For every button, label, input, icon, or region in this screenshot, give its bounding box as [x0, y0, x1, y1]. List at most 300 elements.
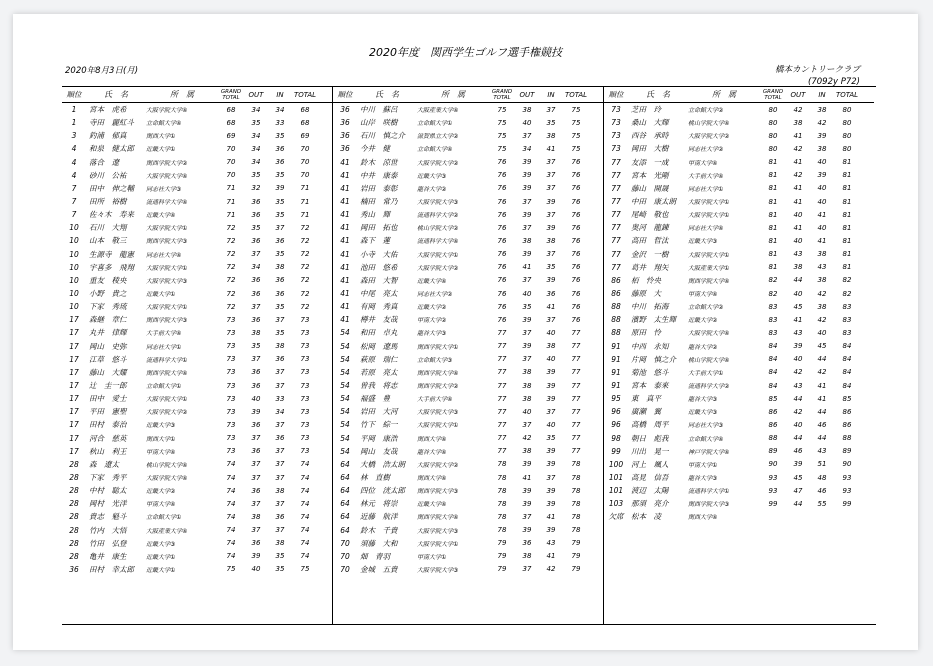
grand-total-cell: 74 — [226, 512, 236, 521]
table-row — [604, 116, 874, 129]
grand-total-cell: 76 — [497, 302, 507, 311]
affiliation-cell: 近畿大学④ — [417, 277, 447, 285]
grand-total-cell: 77 — [497, 355, 507, 364]
in-score-cell: 41 — [546, 144, 556, 153]
table-row — [604, 195, 874, 208]
affiliation-cell: 近畿大学① — [146, 566, 176, 574]
rank-cell: 17 — [69, 315, 79, 325]
affiliation-cell: 大阪学院大学① — [146, 396, 188, 404]
grand-total-cell: 84 — [768, 368, 778, 377]
table-row — [604, 156, 874, 169]
out-score-cell: 36 — [522, 539, 532, 548]
player-name-cell: 秋山 利王 — [89, 446, 127, 456]
total-score-cell: 72 — [300, 302, 310, 311]
total-score-cell: 77 — [571, 434, 581, 443]
player-name-cell: 尾崎 敬也 — [631, 210, 669, 220]
player-name-cell: 廣瀬 翼 — [631, 407, 661, 417]
table-row — [62, 313, 332, 326]
total-score-cell: 71 — [300, 197, 310, 206]
grand-total-cell: 81 — [768, 263, 778, 272]
rank-cell: 28 — [69, 551, 79, 561]
player-name-cell: 奥河 龍錬 — [631, 223, 669, 233]
affiliation-cell: 関西学院大学③ — [146, 238, 188, 246]
in-score-cell: 33 — [275, 394, 285, 403]
table-row — [333, 326, 603, 339]
total-score-cell: 75 — [571, 131, 581, 140]
rank-cell: 91 — [611, 381, 621, 391]
rank-cell: 64 — [340, 459, 350, 469]
out-score-cell: 38 — [522, 447, 532, 456]
in-score-cell: 39 — [546, 381, 556, 390]
header-total: TOTAL — [293, 90, 317, 99]
rank-cell: 41 — [340, 289, 350, 299]
table-row — [604, 379, 874, 392]
affiliation-cell: 関西大学① — [146, 435, 176, 443]
player-name-cell: 葛井 翔矢 — [631, 262, 669, 272]
out-score-cell: 40 — [793, 289, 803, 298]
player-name-cell: 今井 健 — [360, 144, 390, 154]
grand-total-cell: 86 — [768, 420, 778, 429]
grand-total-cell: 76 — [497, 158, 507, 167]
table-row — [62, 563, 332, 576]
affiliation-cell: 立命館大学④ — [146, 120, 182, 128]
total-score-cell: 83 — [842, 302, 852, 311]
grand-total-cell: 70 — [226, 158, 236, 167]
rank-cell: 73 — [611, 131, 621, 141]
out-score-cell: 35 — [251, 342, 261, 351]
out-score-cell: 41 — [522, 263, 532, 272]
table-row — [604, 366, 874, 379]
rank-cell: 17 — [69, 328, 79, 338]
out-score-cell: 37 — [522, 565, 532, 574]
affiliation-cell: 近畿大学④ — [146, 212, 176, 220]
total-score-cell: 73 — [300, 407, 310, 416]
grand-total-cell: 76 — [497, 289, 507, 298]
rank-cell: 4 — [71, 144, 77, 154]
total-score-cell: 75 — [571, 144, 581, 153]
in-score-cell: 38 — [817, 144, 827, 153]
total-score-cell: 77 — [571, 447, 581, 456]
in-score-cell: 35 — [275, 565, 285, 574]
out-score-cell: 43 — [793, 381, 803, 390]
total-score-cell: 73 — [300, 381, 310, 390]
affiliation-cell: 流通科学大学④ — [417, 238, 459, 246]
in-score-cell: 37 — [546, 315, 556, 324]
table-row — [333, 234, 603, 247]
total-score-cell: 70 — [300, 158, 310, 167]
header-rank: 順位 — [608, 90, 624, 99]
in-score-cell: 46 — [817, 486, 827, 495]
out-score-cell: 34 — [251, 105, 261, 114]
grand-total-cell: 81 — [768, 223, 778, 232]
total-score-cell: 73 — [300, 447, 310, 456]
out-score-cell: 39 — [522, 210, 532, 219]
affiliation-cell: 関西学院大学① — [417, 343, 459, 351]
total-score-cell: 76 — [571, 263, 581, 272]
in-score-cell: 39 — [817, 171, 827, 180]
total-score-cell: 70 — [300, 171, 310, 180]
table-row — [333, 392, 603, 405]
out-score-cell: 38 — [522, 368, 532, 377]
grand-total-cell: 75 — [226, 565, 236, 574]
in-score-cell: 36 — [275, 434, 285, 443]
table-row — [604, 208, 874, 221]
total-score-cell: 80 — [842, 105, 852, 114]
total-score-cell: 78 — [571, 460, 581, 469]
grand-total-cell: 75 — [497, 131, 507, 140]
out-score-cell: 39 — [251, 407, 261, 416]
rank-cell: 88 — [611, 328, 621, 338]
out-score-cell: 46 — [793, 447, 803, 456]
out-score-cell: 37 — [251, 434, 261, 443]
player-name-cell: 田村 泰治 — [89, 420, 127, 430]
grand-total-cell: 73 — [226, 394, 236, 403]
affiliation-cell: 近畿大学② — [688, 317, 718, 325]
in-score-cell: 36 — [275, 144, 285, 153]
out-score-cell: 37 — [522, 328, 532, 337]
player-name-cell: 貴志 魁斗 — [89, 512, 127, 522]
affiliation-cell: 同志社大学② — [417, 291, 453, 299]
out-score-cell: 43 — [793, 250, 803, 259]
total-score-cell: 82 — [842, 289, 852, 298]
grand-total-cell: 80 — [768, 131, 778, 140]
table-row — [333, 261, 603, 274]
out-score-cell: 37 — [251, 499, 261, 508]
table-row — [62, 537, 332, 550]
rank-cell: 7 — [71, 210, 77, 220]
rank-cell: 64 — [340, 486, 350, 496]
header-affiliation: 所 属 — [170, 90, 194, 99]
affiliation-cell: 大手前大学① — [688, 369, 724, 377]
in-score-cell: 36 — [275, 236, 285, 245]
in-score-cell: 34 — [275, 407, 285, 416]
rank-cell: 36 — [340, 144, 350, 154]
total-score-cell: 78 — [571, 473, 581, 482]
table-row — [333, 379, 603, 392]
player-name-cell: 竹田 弘登 — [89, 538, 127, 548]
out-score-cell: 42 — [793, 144, 803, 153]
in-score-cell: 35 — [546, 118, 556, 127]
grand-total-cell: 73 — [226, 315, 236, 324]
total-score-cell: 93 — [842, 473, 852, 482]
player-name-cell: 中西 永知 — [631, 341, 669, 351]
grand-total-cell: 80 — [768, 144, 778, 153]
table-row — [333, 432, 603, 445]
out-score-cell: 42 — [793, 368, 803, 377]
table-row — [62, 116, 332, 129]
affiliation-cell: 大阪産業大学④ — [417, 107, 459, 115]
total-score-cell: 76 — [571, 223, 581, 232]
header-grand-label: GRAND — [491, 88, 513, 95]
grand-total-cell: 76 — [497, 184, 507, 193]
rank-cell: 96 — [611, 420, 621, 430]
header-out: OUT — [519, 90, 535, 99]
out-score-cell: 36 — [251, 486, 261, 495]
out-score-cell: 39 — [522, 158, 532, 167]
out-score-cell: 39 — [522, 315, 532, 324]
affiliation-cell: 近畿大学③ — [688, 238, 718, 246]
total-score-cell: 73 — [300, 315, 310, 324]
total-score-cell: 86 — [842, 420, 852, 429]
rank-cell: 10 — [69, 236, 79, 246]
in-score-cell: 38 — [546, 342, 556, 351]
grand-total-cell: 79 — [497, 539, 507, 548]
header-affiliation: 所 属 — [441, 90, 465, 99]
player-name-cell: 中田 康太朗 — [631, 197, 676, 207]
grand-total-cell: 77 — [497, 328, 507, 337]
grand-total-cell: 72 — [226, 223, 236, 232]
venue-info — [775, 64, 860, 88]
affiliation-cell: 関西学院大学③ — [146, 317, 188, 325]
header-in: IN — [818, 90, 826, 99]
out-score-cell: 42 — [793, 171, 803, 180]
out-score-cell: 41 — [522, 473, 532, 482]
grand-total-cell: 77 — [497, 342, 507, 351]
rank-cell: 7 — [71, 183, 77, 193]
in-score-cell: 37 — [546, 210, 556, 219]
affiliation-cell: 立命館大学② — [688, 107, 724, 115]
affiliation-cell: 甲南大学① — [417, 553, 447, 561]
player-name-cell: 小野 貴之 — [89, 289, 127, 299]
out-score-cell: 37 — [251, 460, 261, 469]
out-score-cell: 37 — [522, 197, 532, 206]
table-row — [62, 550, 332, 563]
total-score-cell: 68 — [300, 118, 310, 127]
total-score-cell: 77 — [571, 328, 581, 337]
out-score-cell: 42 — [522, 434, 532, 443]
total-score-cell: 73 — [300, 355, 310, 364]
out-score-cell: 36 — [251, 236, 261, 245]
rank-cell: 103 — [608, 499, 624, 509]
grand-total-cell: 73 — [226, 342, 236, 351]
player-name-cell: 藤山 大耀 — [89, 367, 127, 377]
in-score-cell: 36 — [546, 289, 556, 298]
grand-total-cell: 72 — [226, 263, 236, 272]
total-score-cell: 84 — [842, 368, 852, 377]
affiliation-cell: 大阪学院大学① — [146, 304, 188, 312]
out-score-cell: 34 — [251, 131, 261, 140]
out-score-cell: 40 — [793, 210, 803, 219]
in-score-cell: 42 — [817, 368, 827, 377]
rank-cell: 98 — [611, 433, 621, 443]
rank-cell: 41 — [340, 223, 350, 233]
affiliation-cell: 立命館大学① — [417, 120, 453, 128]
affiliation-cell: 関西学院大学③ — [688, 501, 730, 509]
affiliation-cell: 同志社大学④ — [146, 251, 182, 259]
total-score-cell: 74 — [300, 539, 310, 548]
rank-cell: 41 — [340, 302, 350, 312]
grand-total-cell: 93 — [768, 473, 778, 482]
out-score-cell: 36 — [251, 368, 261, 377]
in-score-cell: 37 — [275, 223, 285, 232]
header-total: TOTAL — [835, 90, 859, 99]
affiliation-cell: 関西学院大学④ — [417, 514, 459, 522]
table-row — [604, 182, 874, 195]
affiliation-cell: 大阪学院大学① — [146, 225, 188, 233]
affiliation-cell: 立命館大学④ — [688, 435, 724, 443]
rank-cell: 41 — [340, 170, 350, 180]
in-score-cell: 42 — [817, 118, 827, 127]
player-name-cell: 釣浦 郁真 — [89, 131, 127, 141]
total-score-cell: 85 — [842, 394, 852, 403]
out-score-cell: 35 — [251, 223, 261, 232]
in-score-cell: 37 — [275, 526, 285, 535]
out-score-cell: 41 — [793, 131, 803, 140]
out-score-cell: 37 — [522, 276, 532, 285]
affiliation-cell: 関西学院大学③ — [417, 488, 459, 496]
table-row — [62, 156, 332, 169]
grand-total-cell: 83 — [768, 315, 778, 324]
out-score-cell: 36 — [251, 276, 261, 285]
total-score-cell: 72 — [300, 250, 310, 259]
total-score-cell: 73 — [300, 342, 310, 351]
grand-total-cell: 80 — [768, 105, 778, 114]
affiliation-cell: 立命館大学③ — [417, 356, 453, 364]
rank-cell: 77 — [611, 157, 621, 167]
total-score-cell: 72 — [300, 236, 310, 245]
table-row — [604, 248, 874, 261]
in-score-cell: 39 — [817, 131, 827, 140]
affiliation-cell: 関西大学④ — [688, 514, 718, 522]
rank-cell: 41 — [340, 197, 350, 207]
grand-total-cell: 73 — [226, 407, 236, 416]
affiliation-cell: 大阪学院大学④ — [146, 107, 188, 115]
rank-cell: 17 — [69, 433, 79, 443]
grand-total-cell: 80 — [768, 118, 778, 127]
grand-total-cell: 81 — [768, 158, 778, 167]
total-score-cell: 77 — [571, 420, 581, 429]
table-row — [333, 340, 603, 353]
rank-cell: 10 — [69, 275, 79, 285]
total-score-cell: 72 — [300, 263, 310, 272]
grand-total-cell: 84 — [768, 342, 778, 351]
player-name-cell: 田所 裕樹 — [89, 197, 127, 207]
table-row — [62, 103, 332, 116]
in-score-cell: 40 — [817, 197, 827, 206]
rank-cell: 54 — [340, 446, 350, 456]
out-score-cell: 42 — [793, 407, 803, 416]
affiliation-cell: 大阪学院大学① — [417, 422, 459, 430]
rank-cell: 101 — [608, 486, 624, 496]
out-score-cell: 39 — [522, 342, 532, 351]
affiliation-cell: 大阪学院大学③ — [417, 527, 459, 535]
rank-cell: 17 — [69, 354, 79, 364]
table-row — [333, 458, 603, 471]
affiliation-cell: 大阪産業大学① — [688, 264, 730, 272]
out-score-cell: 37 — [522, 420, 532, 429]
player-name-cell: 竹下 綜一 — [360, 420, 398, 430]
affiliation-cell: 立命館大学② — [688, 304, 724, 312]
rank-cell: 28 — [69, 473, 79, 482]
table-row — [333, 248, 603, 261]
out-score-cell: 36 — [251, 210, 261, 219]
player-name-cell: 岡田 大樹 — [631, 144, 669, 154]
grand-total-cell: 78 — [497, 499, 507, 508]
in-score-cell: 35 — [275, 302, 285, 311]
total-score-cell: 81 — [842, 184, 852, 193]
table-row — [604, 103, 874, 116]
total-score-cell: 89 — [842, 447, 852, 456]
rank-cell: 54 — [340, 433, 350, 443]
rank-cell: 41 — [340, 262, 350, 272]
grand-total-cell: 76 — [497, 171, 507, 180]
out-score-cell: 38 — [522, 552, 532, 561]
in-score-cell: 38 — [546, 236, 556, 245]
rank-cell: 64 — [340, 473, 350, 482]
grand-total-cell: 73 — [226, 328, 236, 337]
table-row — [62, 366, 332, 379]
in-score-cell: 38 — [275, 486, 285, 495]
grand-total-cell: 89 — [768, 447, 778, 456]
rank-cell: 54 — [340, 354, 350, 364]
affiliation-cell: 流通科学大学① — [688, 488, 730, 496]
grand-total-cell: 76 — [497, 276, 507, 285]
table-row — [604, 353, 874, 366]
player-name-cell: 岡村 光洋 — [89, 499, 127, 509]
player-name-cell: 森下 蓮 — [360, 236, 390, 246]
player-name-cell: 福盛 豊 — [360, 394, 390, 404]
grand-total-cell: 79 — [497, 565, 507, 574]
affiliation-cell: 桃山学院大学④ — [688, 356, 730, 364]
player-name-cell: 平田 憲聖 — [89, 407, 127, 417]
affiliation-cell: 近畿大学③ — [146, 422, 176, 430]
table-row — [62, 484, 332, 497]
rank-cell: 70 — [340, 538, 350, 548]
out-score-cell: 36 — [251, 381, 261, 390]
player-name-cell: 亀井 康生 — [89, 551, 127, 561]
event-date: 2020年8月3日(月) — [65, 66, 139, 76]
total-score-cell: 77 — [571, 381, 581, 390]
rank-cell: 10 — [69, 289, 79, 299]
total-score-cell: 74 — [300, 486, 310, 495]
player-name-cell: 田中 伸之輔 — [89, 183, 134, 193]
in-score-cell: 36 — [275, 158, 285, 167]
player-name-cell: 濱野 太生輝 — [631, 315, 676, 325]
out-score-cell: 47 — [793, 486, 803, 495]
header-affiliation: 所 属 — [712, 90, 736, 99]
grand-total-cell: 74 — [226, 473, 236, 482]
in-score-cell: 39 — [546, 486, 556, 495]
player-name-cell: 高見 信吾 — [631, 473, 669, 482]
grand-total-cell: 82 — [768, 276, 778, 285]
rank-cell: 77 — [611, 262, 621, 272]
affiliation-cell: 神戸学院大学④ — [688, 448, 730, 456]
player-name-cell: 川出 晃一 — [631, 446, 669, 456]
grand-total-cell: 77 — [497, 407, 507, 416]
grand-total-cell: 78 — [497, 460, 507, 469]
affiliation-cell: 大手前大学④ — [146, 330, 182, 338]
affiliation-cell: 大手前大学④ — [688, 172, 724, 180]
table-row — [604, 340, 874, 353]
out-score-cell: 45 — [793, 302, 803, 311]
table-row — [333, 169, 603, 182]
header-grand-total-label: TOTAL — [493, 94, 511, 101]
out-score-cell: 39 — [522, 486, 532, 495]
player-name-cell: 山本 敬三 — [89, 236, 127, 246]
grand-total-cell: 76 — [497, 315, 507, 324]
player-name-cell: 森 遼太 — [89, 459, 119, 469]
header-grand-label: GRAND — [220, 88, 242, 95]
player-name-cell: 藤原 大 — [631, 289, 661, 299]
in-score-cell: 41 — [546, 512, 556, 521]
total-score-cell: 82 — [842, 276, 852, 285]
rank-cell: 28 — [69, 538, 79, 548]
in-score-cell: 37 — [275, 315, 285, 324]
table-row — [333, 484, 603, 497]
grand-total-cell: 72 — [226, 276, 236, 285]
total-score-cell: 76 — [571, 184, 581, 193]
out-score-cell: 34 — [251, 263, 261, 272]
